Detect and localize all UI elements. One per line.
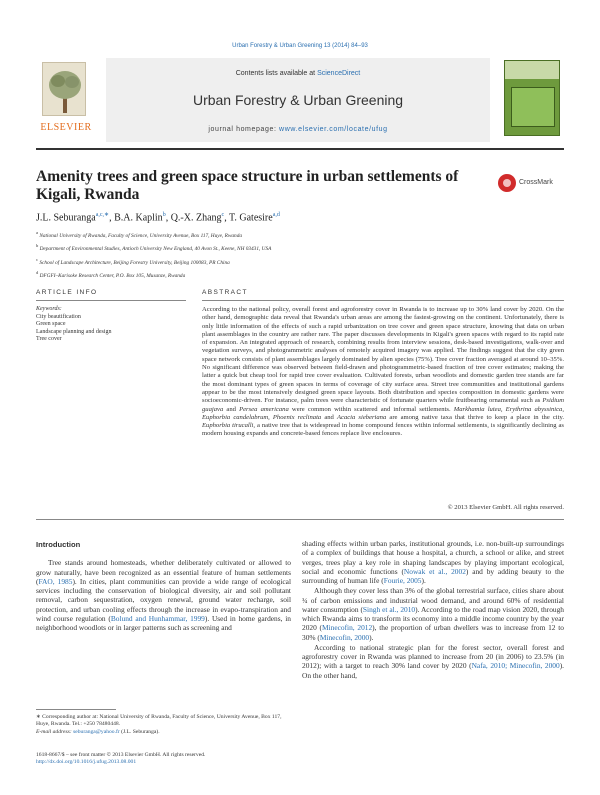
journal-cover-image[interactable] (504, 60, 560, 136)
citation-link[interactable]: Fourie, 2005 (383, 576, 422, 585)
crossmark-label: CrossMark (519, 179, 553, 186)
footnotes (36, 714, 291, 736)
author-affiliation-marker[interactable]: a,d (272, 212, 280, 218)
body-text: ). Used in home gardens, in neighborhood woodlots or in larger patterns such as screening and (36, 613, 291, 632)
homepage-link[interactable]: www.elsevier.com/locate/ufug (279, 126, 388, 133)
keyword-item: Tree cover (36, 336, 62, 343)
homepage-prefix: journal homepage: (208, 126, 280, 133)
cover-band (505, 61, 559, 79)
body-paragraph (302, 643, 564, 680)
affiliation-item (36, 228, 564, 241)
citation-link[interactable]: Minecofin, 2000 (319, 632, 370, 642)
species-name: Euphorbia tirucalli (202, 422, 254, 430)
crossmark-icon (498, 174, 516, 192)
affiliation-marker: b (36, 243, 39, 249)
species-name: Markhamia lutea, Erythrina abyssinica, Euphorbia candelabrum, Phoenix reclinata (202, 405, 564, 421)
body-text: ). On the other hand, (302, 661, 565, 680)
author-affiliation-marker[interactable]: c (221, 212, 225, 218)
email-line (36, 729, 291, 736)
species-name: Acacia sieberiana (336, 413, 387, 421)
affiliation-marker: c (36, 256, 38, 262)
citation-link[interactable]: Bolund and Hunhammar, 1999 (110, 613, 205, 623)
affiliation-item (36, 255, 564, 268)
abstract-part: and (223, 405, 240, 413)
affiliation-list (36, 228, 564, 281)
affiliation-item (36, 241, 564, 254)
affiliation-text: DFGFI–Karisoke Research Center, P.O. Box 105, Musanze, Rwanda (39, 272, 186, 279)
abstract-part: According to the national policy, overall forest and agroforestry cover in Rwanda is to increase up to 30% land cover by 2020. On the other hand, demographic data reveal that Rwanda's urban areas are among the fastest-growing on the continent. Unfortunately, there is only little information of the effects of such a rapid urbanization on tree cover and green space structure, knowing that data on urban plant assemblages in the country are rather rare. The paper discusses developments in Kigali's green spaces with regard to its rapid rate of expansion. An integrated approach of research, combining results from interview sessions, desk-based investigations, walk-over and vegetation surveys, and photogrammetric analyses of remotely acquired imagery was applied. The findings suggest that the city green space network consists of plant assemblages largely dominated by alien species (75%). Tree cover fraction averaged at around 10–35%. No significant difference was observed between field-drawn and photogrammetric-based fraction of tree cover estimates; making the latter a quick but cheap tool for rapid tree cover evaluation. Cultivated forests, urban woodlots and domestic garden tree stands are far the most dominant types of green spaces in terms of coverage of city surface area. Street tree communities and institutional gardens appear to be the most intensively designed green space layouts. Both distribution and species composition in domestic gardens were socioeconomic-driven. For instance, palm trees were characteristic of fortunate quarters while fruitbearing ornamental such as (202, 306, 564, 405)
abstract-part: are among native taxa that thrive to keep a place in the city. (386, 413, 564, 421)
citation-link[interactable]: Nowak et al., 2002 (403, 566, 466, 576)
body-paragraph (36, 558, 291, 632)
body-text: Tree stands around homesteads, whether deliberately cultivated or allowed to grow naturally, have been recognized as an essential feature of human settlements ( (36, 558, 291, 586)
affiliation-text: School of Landscape Architecture, Beijing Forestry University, Beijing 100083, PR China (39, 259, 230, 266)
affiliation-text: Department of Environmental Studies, Antioch University New England, 40 Avon St., Keene, NH 03431, USA (39, 246, 272, 253)
abstract-text (202, 306, 564, 439)
issn-block (36, 752, 291, 767)
section-heading-introduction: Introduction (36, 540, 81, 549)
author-name[interactable]: B.A. Kaplin (114, 212, 163, 224)
masthead-banner (106, 58, 490, 142)
citation-link[interactable]: Minecofin, 2012 (322, 623, 373, 633)
abstract-part: , a native tree that is widespread in home compound fences within informal settlements, is significantly declining as modern housing expands and concrete-based fences replace live enclosures. (202, 422, 564, 438)
author-affiliation-marker[interactable]: b (162, 212, 166, 218)
keywords-label: Keywords: (36, 306, 62, 312)
issn-line: 1618-8667/$ – see front matter © 2013 Elsevier GmbH. All rights reserved. (36, 752, 206, 758)
copyright-line: © 2013 Elsevier GmbH. All rights reserved. (447, 504, 564, 511)
email-link[interactable]: seburanga@yahoo.fr (73, 728, 120, 735)
keyword-item: Green space (36, 321, 66, 328)
body-text: ). (421, 576, 426, 585)
affiliation-text: National University of Rwanda, Faculty of Science, University Avenue, Box 117, Huye, Rwanda (39, 232, 242, 239)
masthead (36, 58, 564, 142)
elsevier-logo[interactable] (36, 58, 92, 138)
body-text: ). (369, 632, 374, 642)
abstract-heading: ABSTRACT (202, 289, 248, 296)
species-name: Psidium guajava (202, 397, 564, 413)
keyword-item: City beautification (36, 313, 81, 320)
abstract-rule (202, 300, 564, 301)
journal-reference[interactable]: Urban Forestry & Urban Greening 13 (2014) 84–93 (232, 43, 368, 49)
author-name[interactable]: T. Gatesire (229, 212, 273, 224)
body-column-right (302, 539, 564, 681)
author-name[interactable]: J.L. Seburanga (36, 212, 96, 224)
footnote-rule (36, 709, 116, 710)
body-text: ). According to the road map vision 2020, through which Rwanda aims to transform its economy into a middle income country by the year 2020 ( (302, 604, 564, 633)
abstract-part: and (321, 413, 337, 421)
sciencedirect-link[interactable]: ScienceDirect (317, 70, 361, 77)
body-text: shading effects within urban parks, institutional grounds, i.e. non-built-up surroundings of a complex of buildings that house a hospital, a church, a school or alike, and street verges, trees play a key role in shaping landscapes by playing important ecological, social and economic functions ( (302, 539, 564, 576)
email-suffix: (J.L. Seburanga). (119, 728, 160, 735)
species-name: Persea americana (239, 405, 289, 413)
author-separator: , (224, 212, 230, 224)
masthead-divider (36, 148, 564, 150)
affiliation-marker: d (36, 270, 39, 276)
publisher-name: ELSEVIER (40, 122, 92, 133)
abstract-end-rule (36, 519, 564, 520)
citation-link[interactable]: Nafa, 2010; Minecofin, 2000 (471, 661, 560, 671)
body-text: ). In cities, plant communities can provide a wide range of ecological services including the conservation of biological diversity, air and soil pollutant removal, carbon sequestration, oxygen renewal, ground water recharge, soil protection, and urban cooling effects through the increase in evapo-transpiration and wind course regulation ( (36, 576, 291, 623)
affiliation-marker: a (36, 230, 38, 235)
body-text: Although they cover less than 3% of the global terrestrial surface, cities share about ¾ of carbon emissions and industrial wood demand, and around 60% of residential water consumption ( (302, 586, 564, 614)
journal-title: Urban Forestry & Urban Greening (192, 92, 404, 108)
abstract-part: were common within scattered and informal settlements. (288, 405, 454, 413)
author-separator: , (165, 212, 171, 224)
citation-link[interactable]: FAO, 1985 (38, 576, 73, 586)
body-text: ), the proportion of urban dwellers was to increase from 12 to 30% ( (302, 623, 564, 642)
body-paragraph (302, 539, 564, 585)
corresponding-author-note: ∗ Corresponding author at: National University of Rwanda, Faculty of Science, University Avenue, Box 117, Huye, Rwanda. Tel.: +250 78480448. (36, 714, 282, 728)
cover-photo (511, 87, 555, 127)
body-paragraph (302, 586, 564, 642)
author-affiliation-marker[interactable]: a,c,∗ (95, 212, 110, 218)
crossmark-badge[interactable] (498, 174, 568, 194)
contents-prefix: Contents lists available at (235, 70, 318, 77)
body-column-left (36, 540, 291, 633)
body-text: ) and by adding beauty to the surrounding of human life ( (302, 566, 564, 585)
author-name[interactable]: Q.-X. Zhang (170, 212, 222, 224)
author-separator: , (109, 212, 115, 224)
keyword-item: Landscape planning and design (36, 328, 112, 335)
doi-link[interactable]: http://dx.doi.org/10.1016/j.ufug.2013.08.001 (36, 759, 137, 766)
keywords-block (36, 306, 186, 344)
contents-line (106, 70, 490, 77)
article-info-heading: ARTICLE INFO (36, 289, 98, 296)
elsevier-tree-icon (42, 62, 86, 116)
body-text: According to national strategic plan for the forest sector, overall forest and agroforestry cover in Rwanda was planned to increase from 20 (in 2006) to 23.5% (in 2012); with a target to reach 30% land cover by 2020 ( (302, 642, 564, 671)
affiliation-item (36, 268, 564, 281)
author-list (36, 211, 564, 223)
homepage-line (106, 126, 490, 133)
citation-link[interactable]: Singh et al., 2010 (362, 604, 416, 614)
email-label: E-mail address: (36, 728, 74, 735)
article-info-rule (36, 300, 186, 301)
article-title: Amenity trees and green space structure in urban settlements of Kigali, Rwanda (36, 168, 459, 203)
